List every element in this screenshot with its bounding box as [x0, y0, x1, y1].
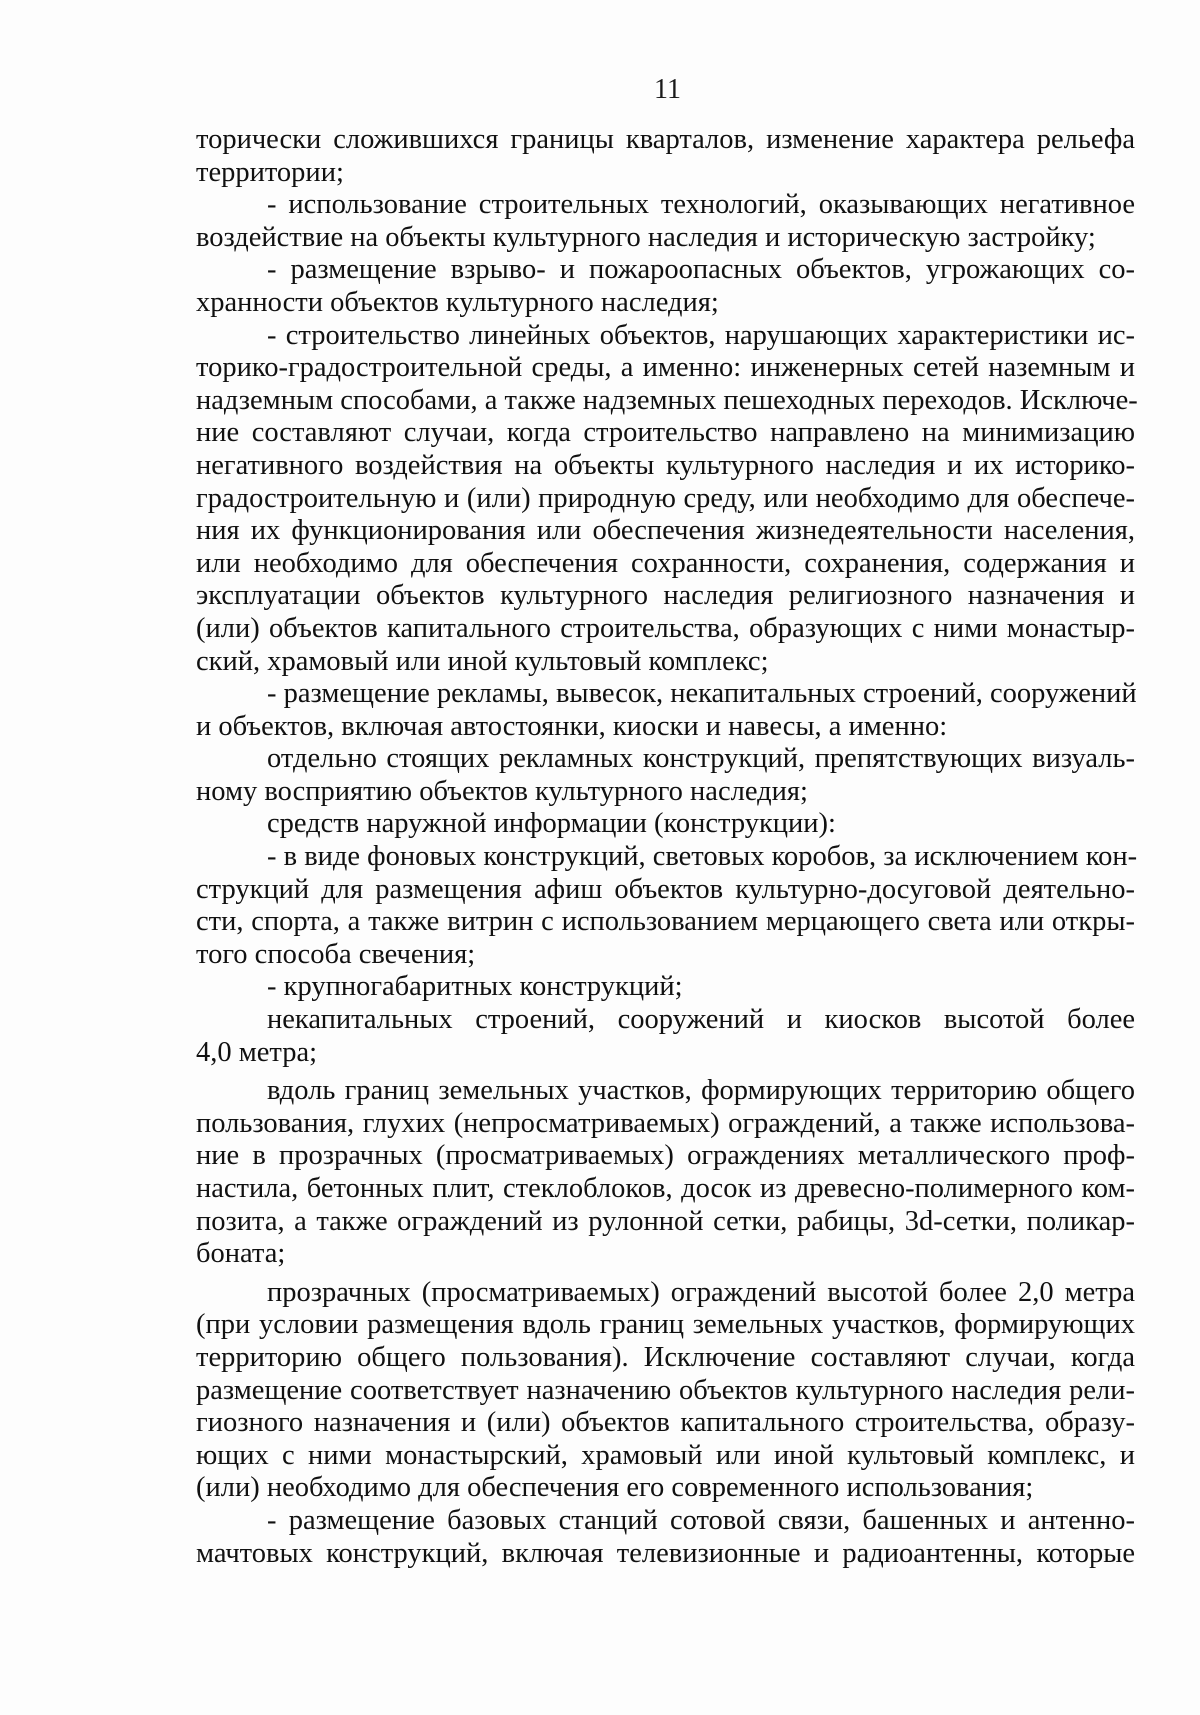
text-line: негативного воздействия на объекты культурного наследия и их историко-	[196, 449, 1135, 481]
text-line: - размещение базовых станций сотовой связи, башенных и антенно-	[267, 1504, 1135, 1536]
text-line: 4,0 метра;	[196, 1036, 318, 1068]
text-line: или необходимо для обеспечения сохранности, сохранения, содержания и	[196, 547, 1135, 579]
text-line: - в виде фоновых конструкций, световых коробов, за исключением кон-	[267, 841, 1138, 873]
text-line: гиозного назначения и (или) объектов капитального строительства, образу-	[196, 1407, 1135, 1439]
text-line: прозрачных (просматриваемых) ограждений высотой более 2,0 метра	[267, 1276, 1135, 1308]
text-line: территории;	[196, 156, 344, 188]
text-line: - использование строительных технологий, оказывающих негативное	[267, 189, 1135, 221]
text-line: торически сложившихся границы кварталов, изменение характера рельефа	[196, 124, 1135, 155]
text-line: отдельно стоящих рекламных конструкций, препятствующих визуаль-	[267, 743, 1135, 775]
text-line: позита, а также ограждений из рулонной сетки, рабицы, 3d-сетки, поликар-	[196, 1205, 1135, 1237]
text-line: сти, спорта, а также витрин с использованием мерцающего света или откры-	[196, 906, 1135, 938]
page-number: 11	[654, 74, 681, 105]
text-line: пользования, глухих (непросматриваемых) ограждений, а также использова-	[196, 1107, 1135, 1139]
text-line: ющих с ними монастырский, храмовый или иной культовый комплекс, и	[196, 1439, 1135, 1471]
text-line: - размещение взрыво- и пожароопасных объектов, угрожающих со-	[267, 254, 1135, 286]
text-line: - крупногабаритных конструкций;	[267, 971, 683, 1003]
text-line: боната;	[196, 1238, 286, 1270]
text-line: ский, храмовый или иной культовый комплекс;	[196, 645, 769, 677]
text-line: вдоль границ земельных участков, формирующих территорию общего	[267, 1075, 1135, 1107]
text-line: территорию общего пользования). Исключение составляют случаи, когда	[196, 1341, 1135, 1373]
text-line: мачтовых конструкций, включая телевизионные и радиоантенны, которые	[196, 1537, 1135, 1569]
text-line: размещение соответствует назначению объектов культурного наследия рели-	[196, 1374, 1135, 1406]
text-line: воздействие на объекты культурного наследия и историческую застройку;	[196, 221, 1096, 253]
text-line: некапитальных строений, сооружений и киосков высотой более	[267, 1004, 1135, 1036]
text-line: градостроительную и (или) природную среду, или необходимо для обеспече-	[196, 482, 1135, 514]
text-line: настила, бетонных плит, стеклоблоков, досок из древесно-полимерного ком-	[196, 1173, 1135, 1204]
text-line: ния их функционирования или обеспечения жизнедеятельности населения,	[196, 515, 1135, 547]
text-line: (или) объектов капитального строительства, образующих с ними монастыр-	[196, 612, 1135, 644]
text-line: струкций для размещения афиш объектов культурно-досуговой деятельно-	[196, 873, 1135, 905]
text-line: и объектов, включая автостоянки, киоски и навесы, а именно:	[196, 710, 948, 742]
text-line: ние в прозрачных (просматриваемых) ограждениях металлического проф-	[196, 1140, 1135, 1172]
text-line: ному восприятию объектов культурного наследия;	[196, 775, 808, 807]
text-line: надземным способами, а также надземных пешеходных переходов. Исключе-	[196, 384, 1138, 416]
text-line: средств наружной информации (конструкции):	[267, 808, 836, 840]
text-line: ние составляют случаи, когда строительство направлено на минимизацию	[196, 417, 1135, 449]
text-line: - строительство линейных объектов, нарушающих характеристики ис-	[267, 319, 1135, 351]
text-line: того способа свечения;	[196, 938, 476, 970]
text-line: (или) необходимо для обеспечения его современного использования;	[196, 1472, 1034, 1504]
text-line: хранности объектов культурного наследия;	[196, 286, 719, 318]
text-line: (при условии размещения вдоль границ земельных участков, формирующих	[196, 1309, 1135, 1341]
text-line: - размещение рекламы, вывесок, некапитальных строений, сооружений	[267, 678, 1137, 710]
document-body	[196, 124, 1138, 1570]
text-line: торико-градостроительной среды, а именно: инженерных сетей наземным и	[196, 352, 1135, 384]
text-line: эксплуатации объектов культурного наследия религиозного назначения и	[196, 580, 1135, 612]
